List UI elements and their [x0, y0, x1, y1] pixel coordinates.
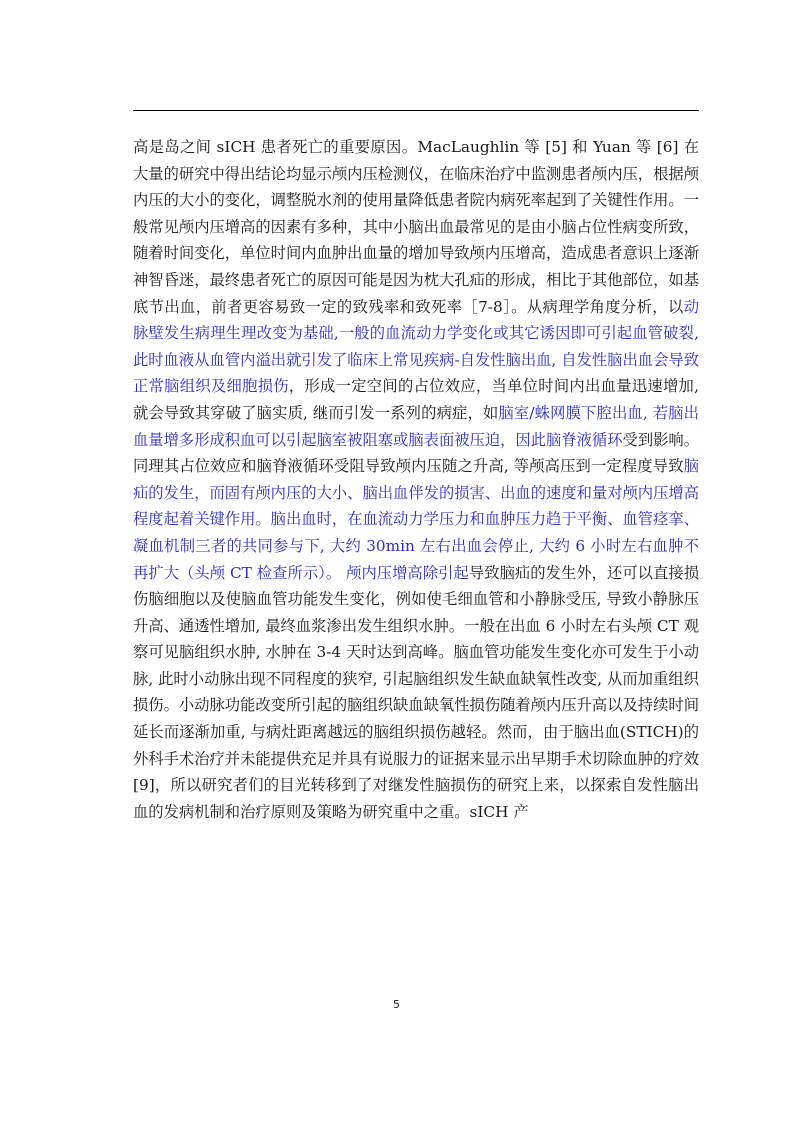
header-rule	[133, 110, 699, 111]
body-text: 导致脑疝的发生外，还可以直接损伤脑细胞以及使脑血管功能发生变化，例如使毛细血管和小静脉受压, 导致小静脉压升高、通透性增加, 最终血浆渗出发生组织水肿。一般在出血 6 小时左右头颅 CT 观察可见脑组织水肿, 水肿在 3-4 天时达到高峰。脑血管功能发生变化亦可发生于小动脉, 此时小动脉出现不同程度的狭窄, 引起脑组织发生缺血缺氧性改变, 从而加重组织损伤。小动脉功能改变所引起的脑组织缺血缺氧性损伤随着颅内压升高以及持续时间延长而逐渐加重, 与病灶距离越远的脑组织损伤越轻	[133, 563, 699, 742]
body-text: 高是岛之间 sICH 患者死亡的重要原因。MacLaughlin 等 [5] 和 Yuan 等 [6] 在大量的研究中得出结论均显示颅内压检测仪，在临床治疗中监测患者颅内压，根据颅内压的大小的变化，调整脱水剂的使用量降低患者院内病死率起到了关键性作用。一般常见颅内压增高的因素有多种，其中小脑出血最常见的是由小脑占位性病变所致，随着时间变化，单位时间内血肿出血量的增加导致颅内压增高，造成患者意识上逐渐神智昏迷，最终患者死亡的原因可能是因为枕大孔疝的形成，相比于其他部位，如基底节出血，前者更容易致一定的致残率和致死率［7-8］。从病理学角度分析，以	[133, 138, 699, 316]
body-text-highlight: 动脉壁发生病理生理改变为基础,一般的血流动力学变化或其它诱因即可引起血管破裂, 此时血液从血管内溢出就引发了临床上常见疾病-自发性脑出血, 自发性脑出血会导致正常脑组织及细胞损伤	[133, 297, 699, 396]
body-text: ，形成一定空间的占位效应，当单位时间内出血量迅速增加, 就会导致其穿破了脑实质, 继而引发一系列的病症，如	[133, 377, 699, 422]
body-paragraph	[133, 134, 699, 825]
body-text-highlight: 脑疝的发生，而固有颅内压的大小、脑出血伴发的损害、出血的速度和量对颅内压增高程度起着关键作用。脑出血时，在血流动力学压力和血肿压力趋于平衡、血管痉挛、 凝血机制三者的共同参与下, 大约 30min 左右出血会停止, 大约 6 小时左右血肿不再扩大（头颅 CT 检查所示）。 颅内压增高除引起	[133, 457, 699, 582]
body-text: 受到影响。同理其占位效应和脑脊液循环受阻导致颅内压随之升高, 等颅高压到一定程度导致	[133, 430, 700, 476]
page-number: 5	[393, 998, 400, 1011]
body-text-highlight: 脑室/蛛网膜下腔出血, 若脑出血量增多形成积血可以引起脑室被阻塞或脑表面被压迫，因此脑脊液循环	[133, 403, 699, 449]
body-text: 。然而，由于脑出血(STICH)的外科手术治疗并未能提供充足并具有说服力的证据来显示出早期手术切除血肿的疗效[9]，所以研究者们的目光转移到了对继发性脑损伤的研究上来，以探索自发性脑出血的发病机制和治疗原则及策略为研究重中之重。sICH 产	[133, 723, 699, 821]
